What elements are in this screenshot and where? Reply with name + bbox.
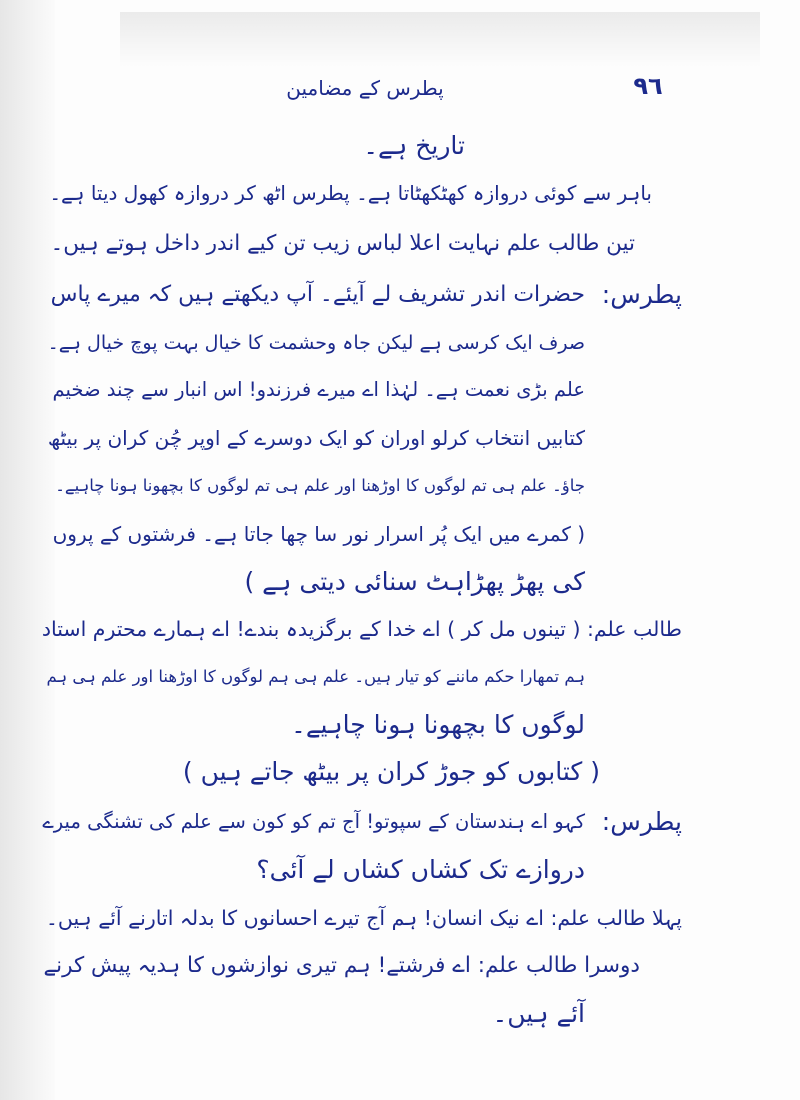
text-line: باہر سے کوئی دروازہ کھٹکھٹاتا ہے۔ پطرس اٹھ کر دروازہ کھول دیتا ہے۔ <box>49 181 652 205</box>
text-line: آئے ہیں۔ <box>492 999 585 1028</box>
speaker-label: پطرس: <box>601 280 682 309</box>
text-line: صرف ایک کرسی ہے لیکن جاہ وحشمت کا خیال بہت پوچ خیال ہے۔ <box>47 332 585 354</box>
scan-bleed-through <box>120 12 760 67</box>
text-line: تاریخ ہے۔ <box>363 131 465 160</box>
stage-direction: کی پھڑ پھڑاہٹ سنائی دیتی ہے ) <box>244 567 585 596</box>
text-line: لوگوں کا بچھونا ہونا چاہیے۔ <box>291 710 585 739</box>
text-line: طالب علم: ( تینوں مل کر ) اے خدا کے برگزیدہ بندے! اے ہمارے محترم استاد <box>41 617 682 641</box>
text-line: دوسرا طالب علم: اے فرشتے! ہم تیری نوازشوں کا ہدیہ پیش کرنے <box>43 953 640 978</box>
page-number: ۹٦ <box>633 72 663 100</box>
text-line: کتابیں انتخاب کرلو اوران کو ایک دوسرے کے اوپر چُن کران پر بیٹھ <box>47 426 585 450</box>
text-line: جاؤ۔ علم ہی تم لوگوں کا اوڑھنا اور علم ہی تم لوگوں کا بچھونا ہونا چاہیے۔ <box>55 476 585 495</box>
text-line: تین طالب علم نہایت اعلا لباس زیب تن کیے اندر داخل ہوتے ہیں۔ <box>50 231 635 256</box>
running-title: پطرس کے مضامین <box>286 76 444 100</box>
text-line: ہم تمھارا حکم ماننے کو تیار ہیں۔ علم ہی ہم لوگوں کا اوڑھنا اور علم ہی ہم <box>46 667 585 686</box>
stage-direction: ( کمرے میں ایک پُر اسرار نور سا چھا جاتا ہے۔ فرشتوں کے پروں <box>52 522 585 546</box>
text-line: کہو اے ہندستان کے سپوتو! آج تم کو کون سے علم کی تشنگی میرے <box>42 810 585 833</box>
speaker-label: پطرس: <box>601 807 682 836</box>
text-line: علم بڑی نعمت ہے۔ لہٰذا اے میرے فرزندو! اس انبار سے چند ضخیم <box>52 378 585 401</box>
text-line: حضرات اندر تشریف لے آیئے۔ آپ دیکھتے ہیں کہ میرے پاس <box>50 282 585 307</box>
text-line: دروازے تک کشاں کشاں لے آئی؟ <box>256 855 585 884</box>
text-line: پہلا طالب علم: اے نیک انسان! ہم آج تیرے احسانوں کا بدلہ اتارنے آئے ہیں۔ <box>45 906 682 930</box>
stage-direction: ( کتابوں کو جوڑ کران پر بیٹھ جاتے ہیں ) <box>182 757 600 786</box>
